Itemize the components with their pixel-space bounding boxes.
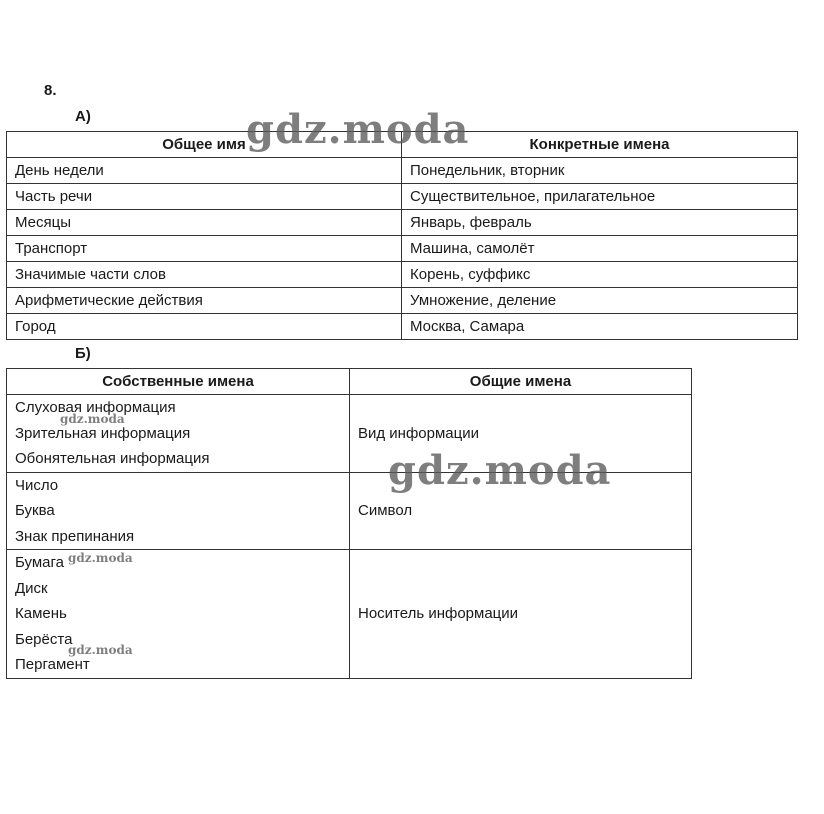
table-row xyxy=(7,184,798,210)
general-name-cell: Арифметические действия xyxy=(7,288,402,314)
specific-names-cell: Январь, февраль xyxy=(402,210,798,236)
table-part-a xyxy=(6,131,798,340)
table-row xyxy=(7,236,798,262)
table-row xyxy=(7,288,798,314)
table-row xyxy=(7,262,798,288)
general-name-cell: Часть речи xyxy=(7,184,402,210)
header-specific-names: Конкретные имена xyxy=(402,132,798,158)
table-row xyxy=(7,472,692,550)
proper-names-cell xyxy=(7,550,350,679)
part-b-label: Б) xyxy=(75,345,91,362)
specific-names-cell: Москва, Самара xyxy=(402,314,798,340)
table-row xyxy=(7,550,692,679)
watermark-logo: gdz.moda xyxy=(246,106,470,153)
watermark-small: gdz.moda xyxy=(60,412,125,426)
general-name-cell: Город xyxy=(7,314,402,340)
list-item: Камень xyxy=(15,605,67,622)
specific-names-cell: Корень, суффикс xyxy=(402,262,798,288)
specific-names-cell: Существительное, прилагательное xyxy=(402,184,798,210)
header-common-names: Общие имена xyxy=(350,369,692,395)
list-item: Число xyxy=(15,476,59,494)
common-name-cell: Носитель информации xyxy=(350,550,692,679)
watermark-small: gdz.moda xyxy=(68,643,133,657)
exercise-number: 8. xyxy=(44,82,57,99)
general-name-cell: Транспорт xyxy=(7,236,402,262)
specific-names-cell: Машина, самолёт xyxy=(402,236,798,262)
list-item: Знак препинания xyxy=(15,527,135,545)
list-item: Диск xyxy=(15,579,48,597)
header-general-name: Общее имя xyxy=(7,132,402,158)
watermark-logo: gdz.moda xyxy=(388,447,612,494)
table-header-row xyxy=(7,132,798,158)
list-item: Бумага xyxy=(15,554,64,571)
list-item: Буква xyxy=(15,502,55,519)
specific-names-cell: Умножение, деление xyxy=(402,288,798,314)
table-row xyxy=(7,314,798,340)
header-proper-names: Собственные имена xyxy=(7,369,350,395)
common-name-cell: Вид информации xyxy=(350,395,692,473)
table-part-b xyxy=(6,368,692,679)
table-header-row xyxy=(7,369,692,395)
general-name-cell: День недели xyxy=(7,158,402,184)
part-a-label: А) xyxy=(75,108,91,125)
proper-names-cell xyxy=(7,472,350,550)
general-name-cell: Значимые части слов xyxy=(7,262,402,288)
common-name-cell: Символ xyxy=(350,472,692,550)
proper-names-cell xyxy=(7,395,350,473)
general-name-cell: Месяцы xyxy=(7,210,402,236)
list-item: Зрительная информация xyxy=(15,424,191,442)
table-row xyxy=(7,210,798,236)
list-item: Пергамент xyxy=(15,656,90,673)
list-item: Слуховая информация xyxy=(15,399,176,416)
list-item: Обонятельная информация xyxy=(15,450,210,467)
watermark-small: gdz.moda xyxy=(68,551,133,565)
table-row xyxy=(7,158,798,184)
table-row xyxy=(7,395,692,473)
list-item: Берёста xyxy=(15,630,73,648)
specific-names-cell: Понедельник, вторник xyxy=(402,158,798,184)
